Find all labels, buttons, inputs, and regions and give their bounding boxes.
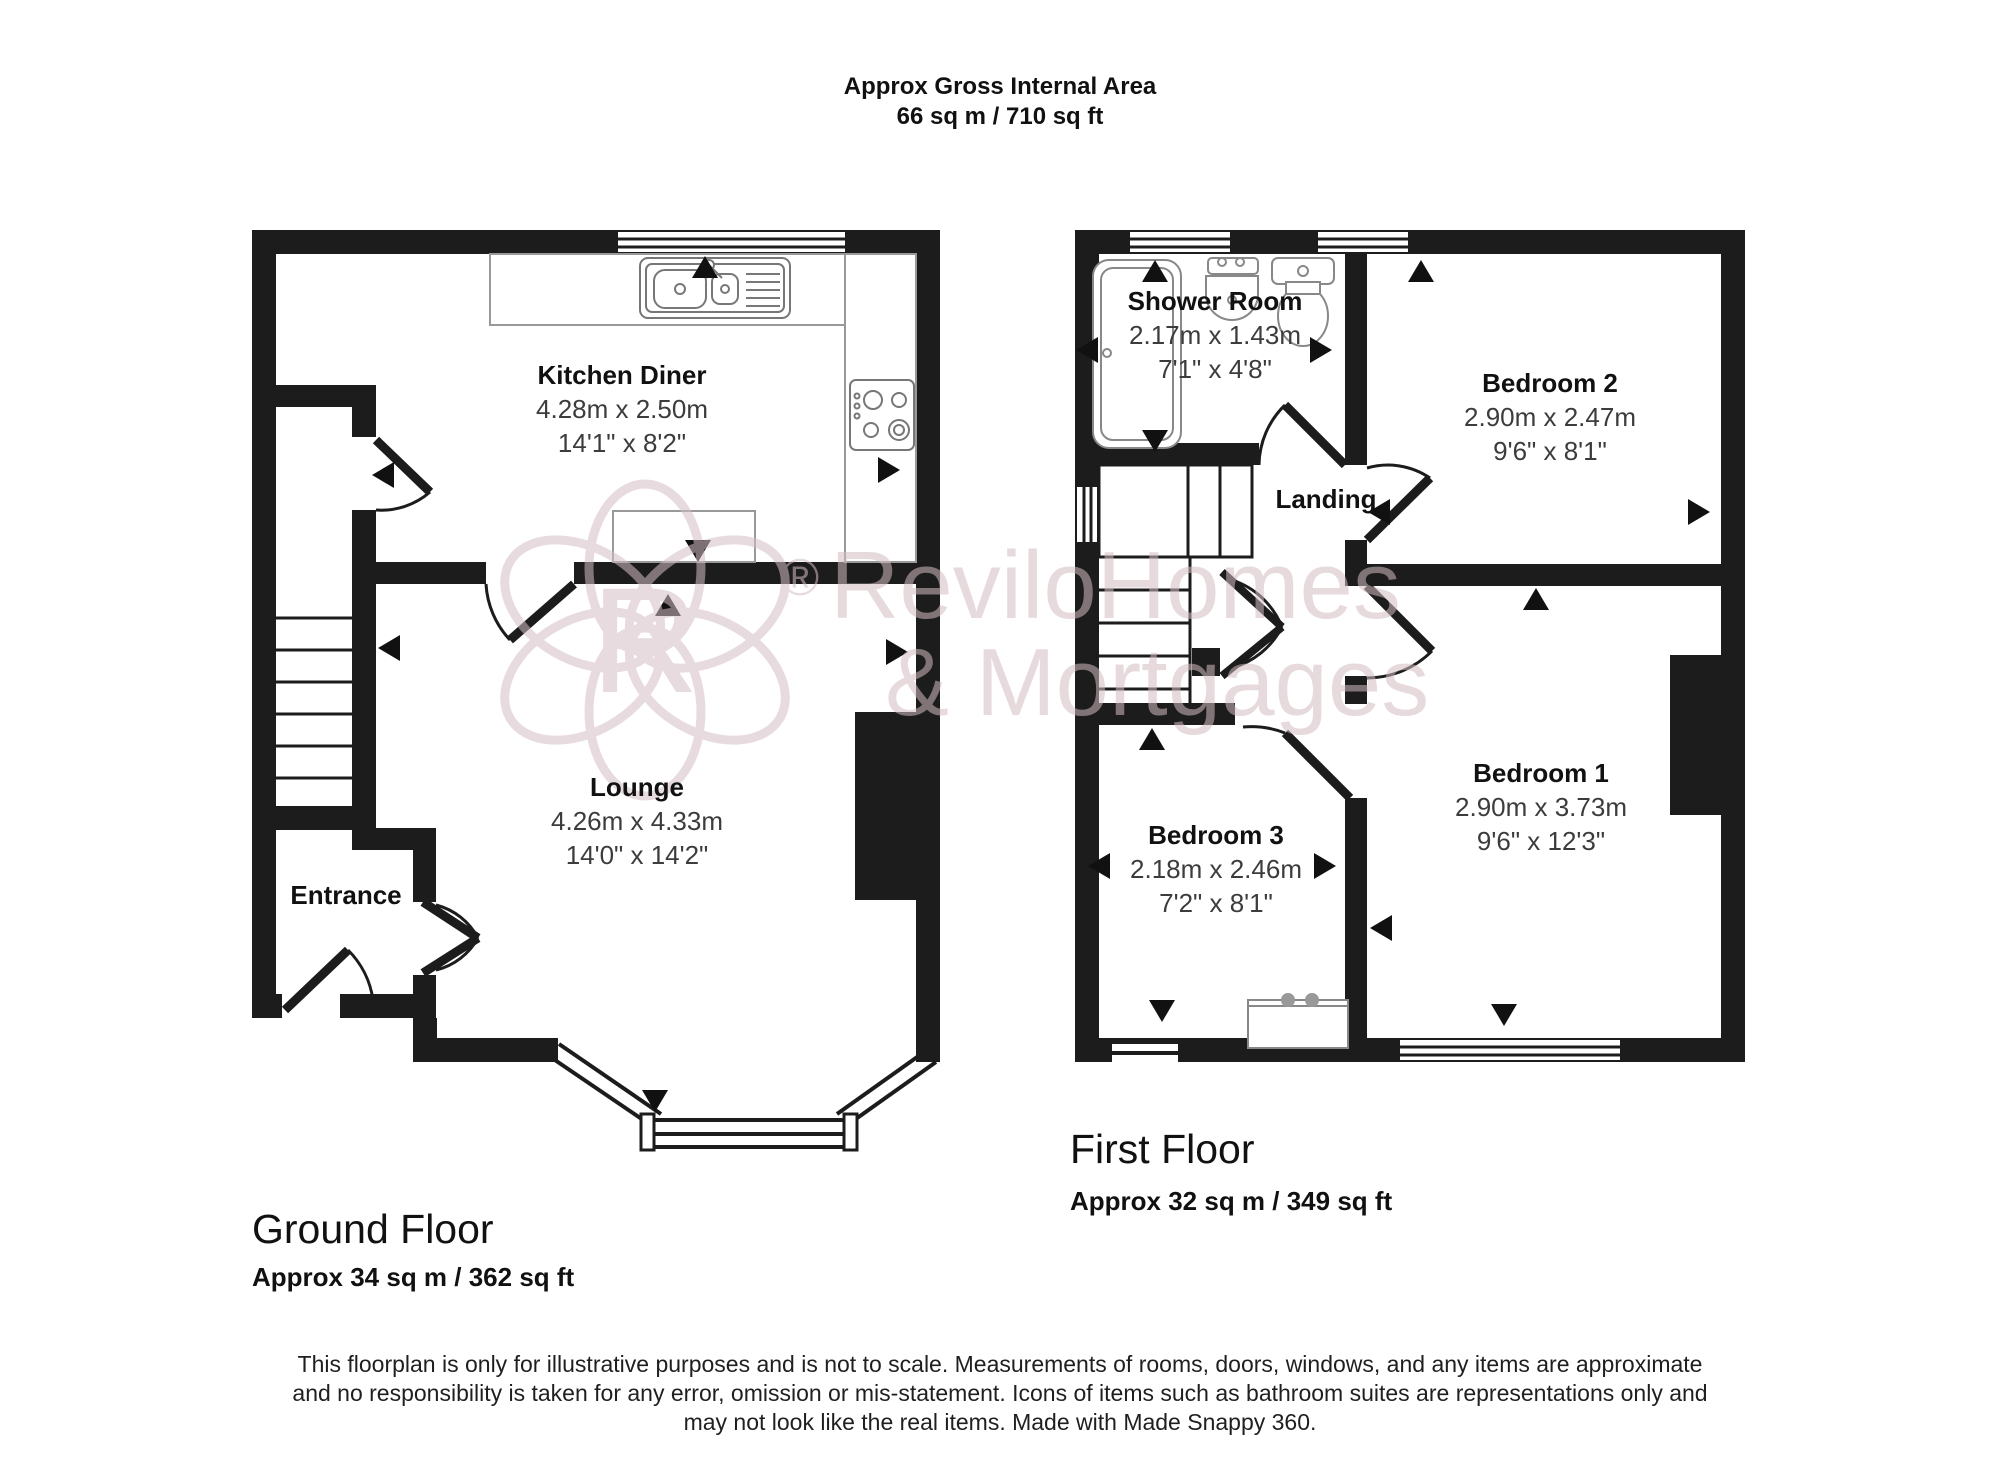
room-size-metric: 2.17m x 1.43m <box>1129 320 1301 350</box>
ground-staircase <box>276 618 352 778</box>
room-size-imperial: 7'2" x 8'1" <box>1159 888 1273 918</box>
room-size-imperial: 14'1" x 8'2" <box>557 428 687 458</box>
first-floor-area: Approx 32 sq m / 349 sq ft <box>1070 1186 1393 1216</box>
room-size-metric: 4.26m x 4.33m <box>551 806 723 836</box>
ground-floor-area: Approx 34 sq m / 362 sq ft <box>252 1262 575 1292</box>
bedroom1-window <box>1400 1040 1620 1060</box>
room-size-imperial: 7'1" x 4'8" <box>1158 354 1272 384</box>
ground-floor-label: Ground Floor <box>252 1206 494 1252</box>
camera-marker <box>878 457 900 483</box>
room-name: Bedroom 3 <box>1148 820 1284 850</box>
room-size-imperial: 9'6" x 12'3" <box>1476 826 1606 856</box>
vanity-unit <box>1248 993 1348 1048</box>
shower-room-window <box>1130 232 1230 252</box>
shower-room-door <box>1259 405 1345 465</box>
brand-name-line1: ReviloHomes <box>830 532 1401 639</box>
room-name: Kitchen Diner <box>537 360 707 390</box>
brand-name-line2: & Mortgages <box>885 629 1430 736</box>
room-size-metric: 2.90m x 2.47m <box>1464 402 1636 432</box>
camera-marker <box>1149 1000 1175 1022</box>
room-label-kitchen <box>536 358 708 460</box>
first-floor-label: First Floor <box>1070 1126 1255 1172</box>
room-size-imperial: 14'0" x 14'2" <box>565 840 709 870</box>
camera-marker <box>1491 1004 1517 1026</box>
room-label-bedroom3 <box>1130 818 1302 920</box>
room-name: Lounge <box>590 772 684 802</box>
disclaimer-text <box>0 1350 2000 1437</box>
room-label-entrance <box>290 878 401 912</box>
kitchen-sink-icon <box>640 258 790 318</box>
disclaimer-line-2: and no responsibility is taken for any error, omission or mis-statement. Icons of items such as bathroom suites are representations only and <box>292 1380 1708 1406</box>
room-size-metric: 2.18m x 2.46m <box>1130 854 1302 884</box>
kitchen-window <box>618 232 845 252</box>
camera-marker <box>1408 260 1434 282</box>
room-label-lounge <box>551 770 723 872</box>
entrance-lounge-doors <box>423 902 478 973</box>
room-size-metric: 2.90m x 3.73m <box>1455 792 1627 822</box>
room-label-shower-room <box>1128 284 1303 386</box>
camera-marker <box>1688 499 1710 525</box>
disclaimer-line-1: This floorplan is only for illustrative purposes and is not to scale. Measurements of rooms, doors, windows, and any items are approximate <box>297 1351 1703 1377</box>
brand-logo-letter: R <box>590 556 700 724</box>
disclaimer-line-3: may not look like the real items. Made with Made Snappy 360. <box>683 1409 1317 1435</box>
registered-mark: ® <box>780 549 820 607</box>
room-name: Landing <box>1275 484 1377 514</box>
room-name: Entrance <box>290 880 402 910</box>
bedroom3-door <box>1243 727 1350 798</box>
room-name: Shower Room <box>1127 286 1303 316</box>
title-line-2: 66 sq m / 710 sq ft <box>896 103 1104 130</box>
watermark <box>482 484 1429 796</box>
room-label-landing <box>1275 482 1376 516</box>
room-name: Bedroom 2 <box>1482 368 1618 398</box>
ground-floor-doors <box>285 440 574 1010</box>
room-name: Bedroom 1 <box>1473 758 1609 788</box>
camera-marker <box>1370 915 1392 941</box>
title-line-1: Approx Gross Internal Area <box>843 73 1157 100</box>
hob-icon <box>850 380 914 450</box>
camera-marker <box>372 462 394 488</box>
camera-marker <box>1523 588 1549 610</box>
bedroom2-window <box>1318 232 1408 252</box>
camera-marker <box>378 635 400 661</box>
room-label-bedroom1 <box>1455 756 1627 858</box>
room-size-metric: 4.28m x 2.50m <box>536 394 708 424</box>
camera-marker <box>642 1090 668 1112</box>
camera-marker <box>1314 853 1336 879</box>
bay-window <box>549 1044 936 1150</box>
room-label-bedroom2 <box>1464 366 1636 468</box>
camera-marker <box>1310 337 1332 363</box>
room-size-imperial: 9'6" x 8'1" <box>1493 436 1607 466</box>
